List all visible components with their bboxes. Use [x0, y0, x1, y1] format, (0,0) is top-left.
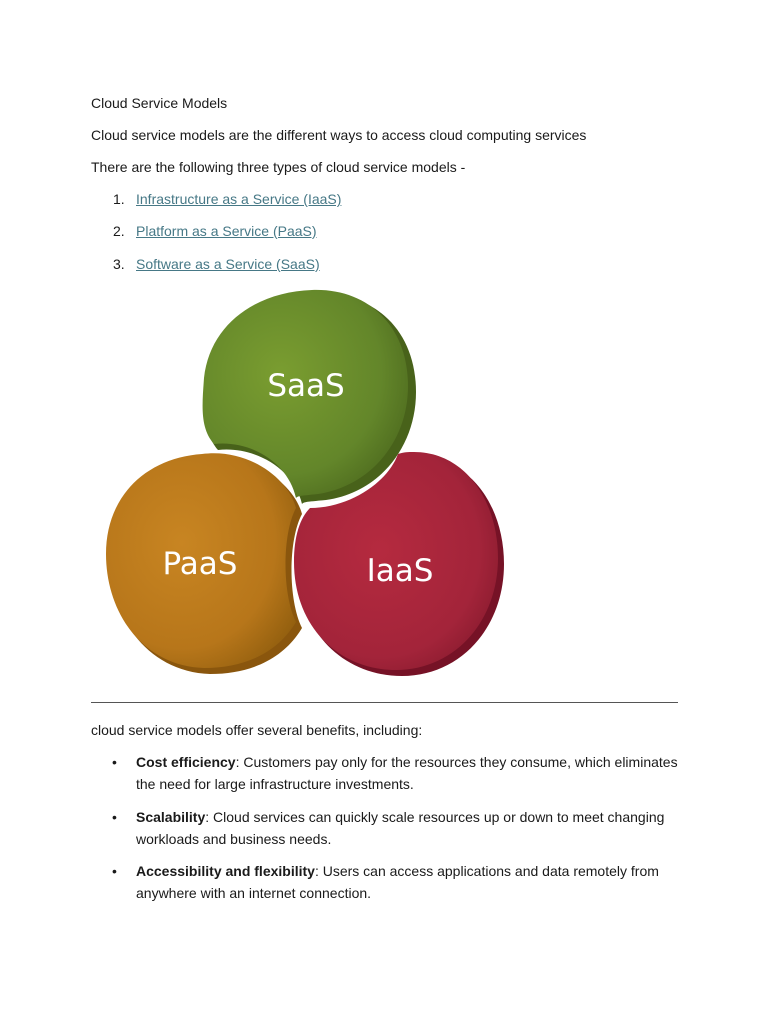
benefit-term: Cost efficiency	[136, 754, 236, 770]
iaas-label: IaaS	[366, 553, 434, 589]
paas-label: PaaS	[162, 546, 238, 582]
benefit-description: : Cloud services can quickly scale resources up or down to meet changing workloads and business needs.	[136, 809, 665, 847]
saas-link[interactable]: Software as a Service (SaaS)	[136, 256, 320, 272]
bullet: •	[112, 863, 117, 879]
intro-paragraph: Cloud service models are the different ways to access cloud computing services	[91, 127, 587, 143]
benefits-intro-paragraph: cloud service models offer several benefits, including:	[91, 722, 423, 738]
list-number: 3.	[113, 256, 125, 272]
benefit-text	[136, 806, 681, 850]
benefit-description: : Customers pay only for the resources they consume, which eliminates the need for large infrastructure investments.	[136, 754, 678, 792]
benefit-text	[136, 751, 681, 795]
cloud-models-diagram	[100, 284, 510, 680]
benefit-text	[136, 860, 681, 904]
paas-circle	[106, 453, 302, 674]
bullet: •	[112, 754, 117, 770]
benefit-description: : Users can access applications and data remotely from anywhere with an internet connection.	[136, 863, 659, 901]
benefit-term: Accessibility and flexibility	[136, 863, 315, 879]
bullet: •	[112, 809, 117, 825]
page-title: Cloud Service Models	[91, 95, 228, 111]
list-number: 2.	[113, 223, 125, 239]
list-number: 1.	[113, 191, 125, 207]
saas-label: SaaS	[267, 368, 345, 404]
paas-link[interactable]: Platform as a Service (PaaS)	[136, 223, 317, 239]
iaas-link[interactable]: Infrastructure as a Service (IaaS)	[136, 191, 342, 207]
horizontal-divider	[91, 702, 678, 703]
types-intro-paragraph: There are the following three types of cloud service models -	[91, 159, 466, 175]
benefit-term: Scalability	[136, 809, 206, 825]
